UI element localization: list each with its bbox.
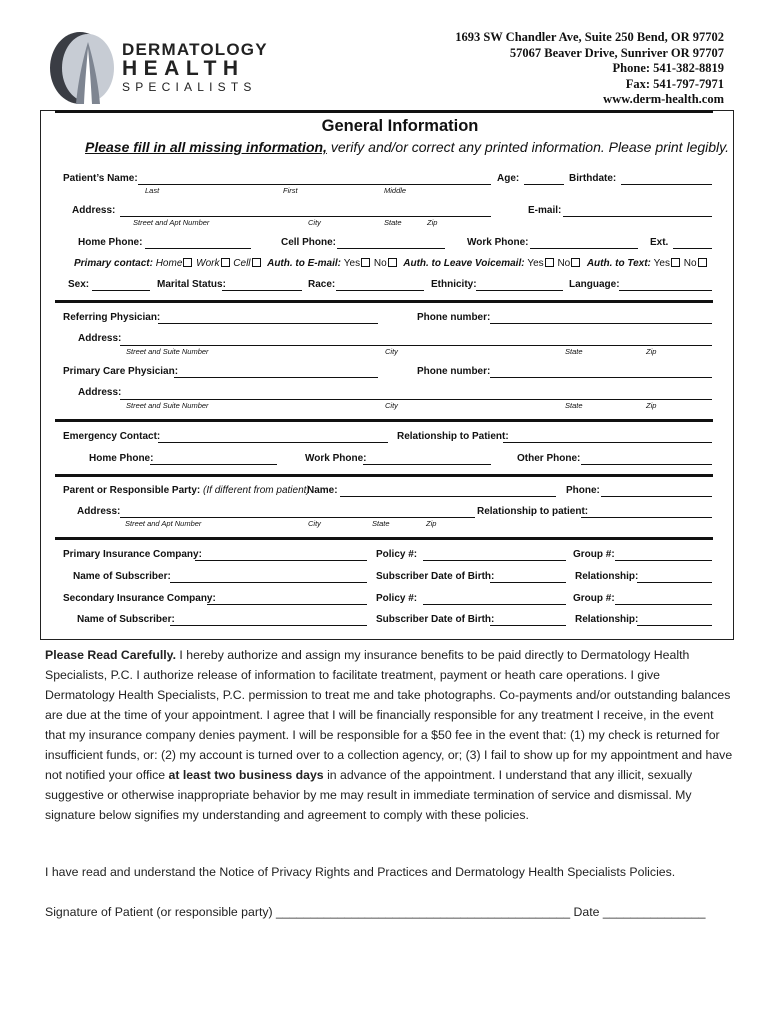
primary-care-label: Primary Care Physician: [63, 366, 179, 377]
race-label: Race: [308, 279, 336, 290]
subscriber-label: Name of Subscriber: [73, 571, 171, 582]
secondary-subscriber-dob-label: Subscriber Date of Birth: [376, 614, 495, 625]
emergency-other-label: Other Phone: [517, 453, 581, 464]
sex-label: Sex: [68, 279, 90, 290]
signature-field[interactable]: Signature of Patient (or responsible party) ___________________________________________ [45, 905, 571, 919]
subscriber-dob-label: Subscriber Date of Birth: [376, 571, 495, 582]
logo-line1: DERMATOLOGY [122, 40, 268, 59]
practice-address [455, 30, 724, 108]
contact-row [74, 258, 708, 269]
responsible-relationship-label: Relationship to patient: [477, 506, 589, 517]
secondary-subscriber-field[interactable] [170, 625, 367, 626]
address-label: Address: [72, 205, 116, 216]
referring-label: Referring Physician: [63, 312, 161, 323]
primary-care-phone-label: Phone number: [417, 366, 491, 377]
marital-field[interactable] [222, 290, 302, 291]
primary-policy-label: Policy #: [376, 549, 418, 560]
ext-field[interactable] [673, 248, 712, 249]
cell-checkbox[interactable] [252, 258, 261, 267]
referring-address-field[interactable] [120, 345, 712, 346]
form-title: General Information [321, 117, 479, 135]
state-sub: State [384, 218, 402, 227]
home-option: Home [155, 258, 183, 269]
responsible-party [63, 485, 310, 496]
responsible-note: (If different from patient) [203, 485, 310, 496]
email-no-checkbox[interactable] [388, 258, 397, 267]
date-field[interactable]: Date _______________ [573, 905, 706, 919]
logo-line3: SPECIALISTS [122, 80, 257, 94]
terms-paragraph [45, 645, 733, 825]
relationship-field[interactable] [637, 582, 712, 583]
home-checkbox[interactable] [183, 258, 192, 267]
address-sunriver: 57067 Beaver Drive, Sunriver OR 97707 [509, 45, 724, 60]
divider [55, 537, 713, 540]
referring-phone-label: Phone number: [417, 312, 491, 323]
cell-phone-field[interactable] [337, 248, 445, 249]
marital-label: Marital Status: [157, 279, 226, 290]
secondary-relationship-label: Relationship: [575, 614, 639, 625]
fax-number: Fax: 541-797-7971 [625, 76, 724, 91]
responsible-phone-field[interactable] [601, 496, 712, 497]
home-phone-label: Home Phone: [78, 237, 143, 248]
street-sub: Street and Apt Number [125, 519, 202, 528]
form-instruction [85, 139, 729, 155]
subscriber-dob-field[interactable] [490, 582, 566, 583]
text-yes: Yes [653, 258, 670, 269]
auth-voicemail-label: Auth. to Leave Voicemail: [403, 258, 525, 269]
primary-group-label: Group #: [573, 549, 615, 560]
city-sub: City [308, 519, 321, 528]
instruction-rest: verify and/or correct any printed information. Please print legibly. [326, 139, 729, 155]
secondary-group-label: Group #: [573, 593, 615, 604]
emergency-other-field[interactable] [581, 464, 712, 465]
address-field[interactable] [120, 216, 491, 217]
responsible-address-label: Address: [77, 506, 121, 517]
state-sub: State [565, 347, 583, 356]
privacy-statement: I have read and understand the Notice of Privacy Rights and Practices and Dermatology Health Specialists Policies. [45, 865, 676, 879]
primary-insurance-field[interactable] [195, 560, 367, 561]
website[interactable]: www.derm-health.com [603, 92, 724, 106]
secondary-group-field[interactable] [615, 604, 712, 605]
responsible-relationship-field[interactable] [581, 517, 712, 518]
emergency-contact-label: Emergency Contact: [63, 431, 161, 442]
email-yes: Yes [343, 258, 361, 269]
divider [55, 110, 713, 113]
address-bend: 1693 SW Chandler Ave, Suite 250 Bend, OR 97702 [455, 30, 724, 44]
cell-option: Cell [233, 258, 251, 269]
responsible-label: Parent or Responsible Party: [63, 485, 201, 496]
city-sub: City [385, 401, 398, 410]
cell-phone-label: Cell Phone: [281, 237, 337, 248]
work-phone-field[interactable] [530, 248, 638, 249]
divider [55, 419, 713, 422]
secondary-policy-field[interactable] [423, 604, 566, 605]
referring-address-label: Address: [78, 333, 122, 344]
city-sub: City [308, 218, 321, 227]
terms-lead: Please Read Carefully. [45, 648, 177, 662]
referring-field[interactable] [158, 323, 378, 324]
logo-line2: HEALTH [122, 57, 245, 80]
instruction-bold: Please fill in all missing information, [85, 139, 327, 155]
street-sub: Street and Apt Number [133, 218, 210, 227]
terms-emphasis: at least two business days [168, 768, 324, 782]
emergency-work-label: Work Phone: [305, 453, 367, 464]
signature-row [45, 905, 706, 919]
auth-email-label: Auth. to E-mail: [267, 258, 341, 269]
auth-text-label: Auth. to Text: [586, 258, 651, 269]
emergency-work-field[interactable] [363, 464, 491, 465]
patient-name-field[interactable] [138, 184, 491, 185]
secondary-relationship-field[interactable] [637, 625, 712, 626]
phone-number: Phone: 541-382-8819 [612, 61, 724, 75]
secondary-subscriber-dob-field[interactable] [490, 625, 566, 626]
responsible-address-field[interactable] [120, 517, 475, 518]
birthdate-field[interactable] [621, 184, 712, 185]
state-sub: State [372, 519, 390, 528]
ext-label: Ext. [650, 237, 669, 248]
emergency-home-field[interactable] [150, 464, 277, 465]
age-field[interactable] [524, 184, 564, 185]
work-option: Work [196, 258, 220, 269]
responsible-phone-label: Phone: [566, 485, 600, 496]
secondary-insurance-field[interactable] [207, 604, 367, 605]
zip-sub: Zip [646, 401, 657, 410]
street-sub: Street and Suite Number [126, 401, 209, 410]
secondary-policy-label: Policy #: [376, 593, 418, 604]
language-field[interactable] [619, 290, 712, 291]
secondary-insurance-label: Secondary Insurance Company: [63, 593, 216, 604]
primary-policy-field[interactable] [423, 560, 566, 561]
primary-care-address-label: Address: [78, 387, 122, 398]
divider [55, 300, 713, 303]
terms-part2: in advance of the appointment. I understand that any illicit, sexually suggestive or otherwise inappropriate behavior by me may result in immediate termination of service and dismissal. My signature below signifies my understanding and agreement to comply with these policies. [45, 768, 693, 822]
divider [55, 474, 713, 477]
subscriber-field[interactable] [170, 582, 367, 583]
race-field[interactable] [336, 290, 424, 291]
secondary-subscriber-label: Name of Subscriber: [77, 614, 175, 625]
referring-phone-field[interactable] [490, 323, 712, 324]
text-yes-checkbox[interactable] [671, 258, 680, 267]
street-sub: Street and Suite Number [126, 347, 209, 356]
middle-sub: Middle [384, 186, 407, 195]
text-no: No [683, 258, 697, 269]
emergency-contact-field[interactable] [158, 442, 388, 443]
age-label: Age: [497, 173, 520, 184]
primary-care-phone-field[interactable] [490, 377, 712, 378]
emergency-relationship-label: Relationship to Patient: [397, 431, 509, 442]
last-sub: Last [145, 186, 160, 195]
work-phone-label: Work Phone: [467, 237, 529, 248]
primary-care-field[interactable] [174, 377, 378, 378]
sex-field[interactable] [92, 290, 150, 291]
first-sub: First [283, 186, 298, 195]
language-label: Language: [569, 279, 620, 290]
patient-name-label: Patient’s Name: [63, 173, 138, 184]
home-phone-field[interactable] [145, 248, 251, 249]
email-field[interactable] [563, 216, 712, 217]
primary-insurance-label: Primary Insurance Company: [63, 549, 202, 560]
relationship-label: Relationship: [575, 571, 639, 582]
terms-part1: I hereby authorize and assign my insurance benefits to be paid directly to Dermatology Health Specialists, P.C. I authorize release of information to facilitate treatment, payment or heath care operations. I give Dermatology Health Specialists, P.C. permission to treat me and take photographs. Co-payments and/or outstanding balances are due at the time of your appointment. I agree that I will be financially responsible for any treatment I receive, in the event that my insurance company denies payment. I will be responsible for a $50 fee in the event that: (1) my check is returned for insufficient funds, or: (2) my account is turned over to a collection agency, or; (3) I fail to show up for my appointment and have not notified your office [45, 648, 733, 782]
ethnicity-field[interactable] [476, 290, 563, 291]
text-no-checkbox[interactable] [698, 258, 707, 267]
birthdate-label: Birthdate: [569, 173, 617, 184]
zip-sub: Zip [426, 519, 437, 528]
city-sub: City [385, 347, 398, 356]
vm-yes-checkbox[interactable] [545, 258, 554, 267]
vm-no: No [557, 258, 571, 269]
work-checkbox[interactable] [221, 258, 230, 267]
vm-yes: Yes [527, 258, 544, 269]
responsible-name-field[interactable] [340, 496, 556, 497]
responsible-name-label: Name: [307, 485, 338, 496]
zip-sub: Zip [427, 218, 438, 227]
emergency-home-label: Home Phone: [89, 453, 154, 464]
vm-no-checkbox[interactable] [571, 258, 580, 267]
state-sub: State [565, 401, 583, 410]
primary-care-address-field[interactable] [120, 399, 712, 400]
email-no: No [373, 258, 387, 269]
zip-sub: Zip [646, 347, 657, 356]
primary-group-field[interactable] [615, 560, 712, 561]
email-label: E-mail: [528, 205, 562, 216]
ethnicity-label: Ethnicity: [431, 279, 477, 290]
primary-contact-label: Primary contact: [74, 258, 153, 269]
emergency-relationship-field[interactable] [503, 442, 712, 443]
email-yes-checkbox[interactable] [361, 258, 370, 267]
